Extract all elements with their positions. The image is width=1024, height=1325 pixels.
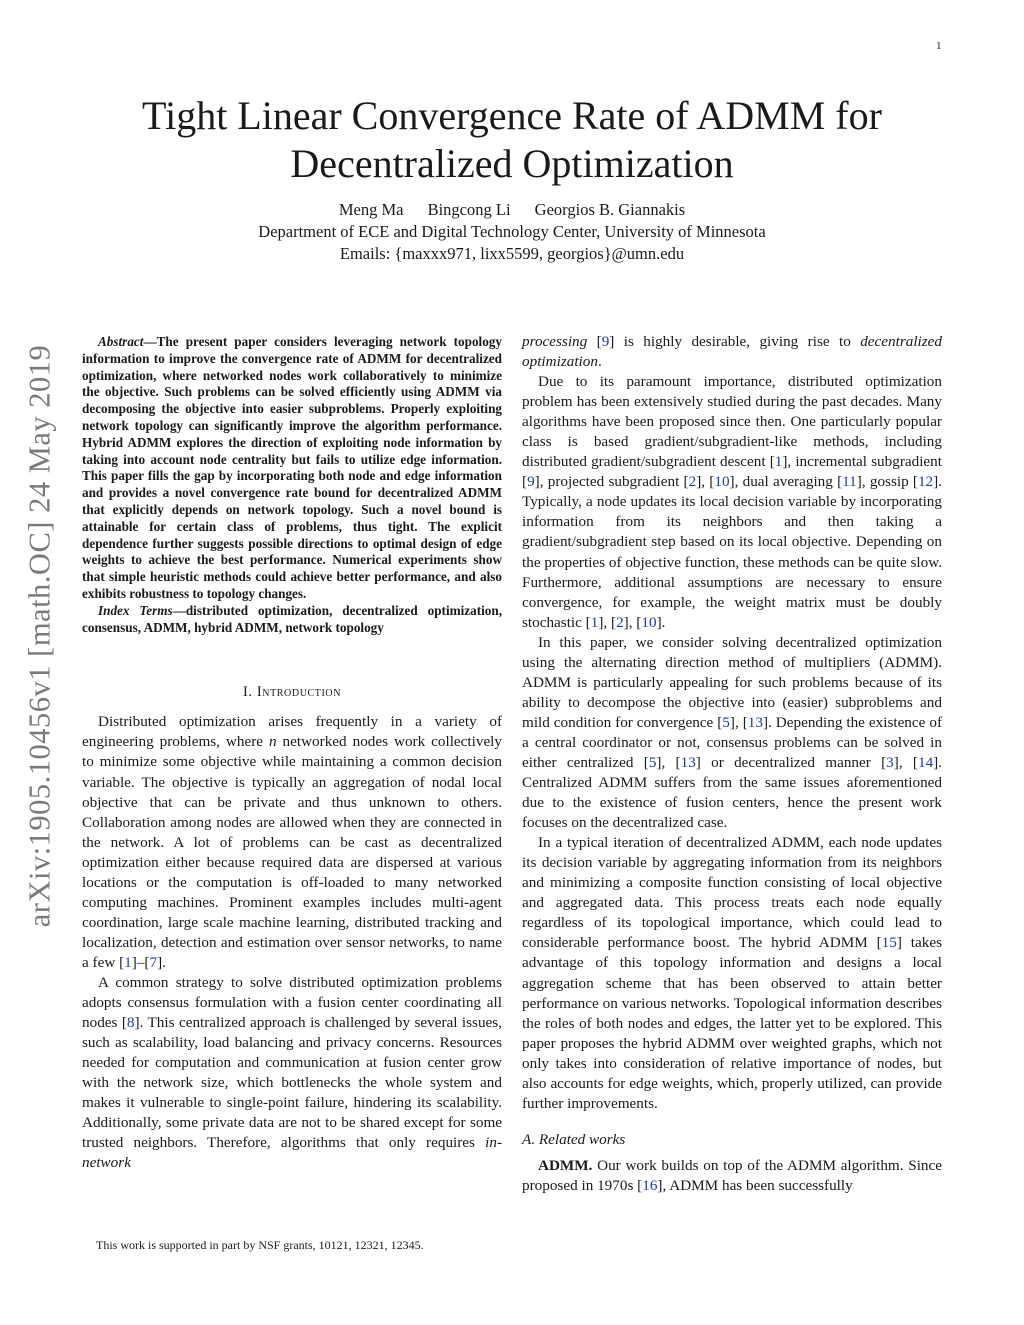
italic-term: in-network (82, 1134, 502, 1172)
text-run: Our work builds on top of the ADMM algorithm. Since proposed in 1970s [ (522, 1156, 942, 1194)
right-column (522, 332, 942, 1196)
italic-term: decentralized optimization (522, 333, 943, 371)
text-run: ]. Typically, a node updates its local decision variable by incorporating information from its neighbors and then taking a gradient/subgradient step based on its local objective. Depending on the properties of objective function, these methods can be quite slow. Furthermore, additional assumptions are necessary to ensure convergence, for example, the weight matrix must be doubly stochastic [ (522, 473, 942, 631)
text-run: In this paper, we consider solving decentralized optimization using the alternating direction method of multipliers (ADMM). ADMM is particularly appealing for such problems because of its ability to decompose the objective into (easier) subproblems and mild condition for convergence [ (522, 633, 942, 731)
text-run: ]. Centralized ADMM suffers from the same issues aforementioned due to the existence of fusion centers, hence the present work focuses on the decentralized case. (522, 753, 943, 832)
index-terms (82, 603, 502, 637)
citation-link[interactable]: 15 (881, 934, 897, 952)
author-names (110, 199, 914, 221)
text-run: ], incremental subgradient [ (522, 453, 942, 491)
footnote: This work is supported in part by NSF grants, 10121, 12321, 12345. (96, 1238, 424, 1252)
text-run: ]. (157, 953, 166, 971)
intro-paragraph-3 (522, 372, 942, 633)
title-line-2: Decentralized Optimization (290, 141, 734, 186)
citation-link[interactable]: 3 (886, 753, 894, 771)
citation-link[interactable]: 8 (126, 1014, 135, 1032)
citation-link[interactable]: 9 (601, 333, 610, 350)
text-run: . (597, 353, 602, 371)
related-works-paragraph (522, 1156, 942, 1196)
intro-paragraph-1 (82, 712, 502, 973)
text-run: ], gossip [ (856, 473, 918, 491)
text-run: ]. (656, 613, 666, 631)
text-run: networked nodes work collectively to minimize some objective while maintaining a common decision variable. The objective is typically an aggregation of nodal local objective that can be private and thus unknown to others. Collaboration among nodes are allowed when they are connected in the network. A lot of problems can be cast as decentralized optimization either because required data are dispersed at various locations or the computation is off-loaded to many networked computing machines. Prominent examples includes multi-agent coordination, large scale machine learning, distributed tracking and localization, detection and estimation over sensor networks, to name a few [ (82, 733, 502, 971)
citation-link[interactable]: 13 (680, 753, 696, 771)
bold-term: ADMM. (538, 1156, 593, 1174)
text-run: Distributed optimization arises frequently in a variety of engineering problems, where (82, 713, 502, 751)
citation-link[interactable]: 1 (124, 953, 132, 971)
abstract-label: Abstract (98, 334, 144, 349)
abstract-text: —The present paper considers leveraging network topology information to improve the convergence rate of ADMM for decentralized optimization, where networked nodes work collaboratively to minimize the objective. Such problems can be solved efficiently using ADMM via decomposing the objective into easier subproblems. Properly exploiting network topology can significantly improve the algorithm performance. Hybrid ADMM explores the direction of exploiting node information by taking into account node centrality but fails to utilize edge information. This paper fills the gap by incorporating both node and edge information and provides a novel convergence rate bound for decentralized ADMM that explicitly depends on network topology. Such a novel bound is attainable for certain class of problems, thus tight. The explicit dependence further suggests possible directions to optimal design of edge weights to achieve the best performance. Numerical experiments show that simple heuristic methods could achieve better performance, and also exhibits robustness to topology changes. (82, 334, 502, 601)
text-run: ]. This centralized approach is challenged by several issues, such as scalability, load balancing and privacy concerns. Resources needed for computation and communication at fusion center grow with the network size, which bottlenecks the whole system and makes it vulnerable to single-point failure, hindering its scalability. Additionally, some private data are not to be shared except for some trusted neighbors. Therefore, algorithms that only requires (82, 1014, 502, 1152)
text-run: ], dual averaging [ (729, 473, 843, 491)
intro-paragraph-5 (522, 833, 942, 1114)
citation-link[interactable]: 7 (149, 953, 158, 971)
left-column (82, 334, 502, 1173)
intro-paragraph-2-continued (522, 332, 942, 372)
citation-link[interactable]: 1 (774, 453, 783, 471)
citation-link[interactable]: 2 (688, 473, 697, 491)
text-run: ] or decentralized manner [ (695, 753, 887, 771)
paper-title (110, 92, 914, 188)
index-terms-label: Index Terms (98, 602, 173, 618)
citation-link[interactable]: 5 (722, 713, 730, 731)
citation-link[interactable]: 14 (917, 753, 934, 771)
text-run: A common strategy to solve distributed optimization problems adopts consensus formulation with a fusion center coordinating all nodes [ (82, 974, 502, 1032)
text-run: ], [ (729, 713, 748, 731)
text-run: ]–[ (131, 953, 150, 971)
citation-link[interactable]: 12 (917, 473, 934, 491)
citation-link[interactable]: 11 (842, 473, 857, 491)
citation-link[interactable]: 2 (616, 613, 624, 631)
page-number: 1 (936, 40, 942, 52)
subsection-heading-related-works: A. Related works (522, 1130, 626, 1148)
citation-link[interactable]: 16 (642, 1176, 658, 1194)
text-run: ], [ (623, 613, 642, 631)
text-run: ], [ (598, 613, 617, 631)
author-name: Meng Ma (338, 200, 404, 219)
text-run: ]. Depending the existence of a central coordinator or not, consensus problems can be solved in either centralized [ (522, 713, 942, 771)
intro-paragraph-2 (82, 973, 502, 1173)
citation-link[interactable]: 9 (527, 473, 535, 491)
author-name: Georgios B. Giannakis (534, 200, 686, 219)
text-run: ], [ (656, 753, 681, 771)
citation-link[interactable]: 5 (648, 753, 657, 771)
text-run: Due to its paramount importance, distributed optimization problem has been extensively studied during the past decades. Many algorithms have been proposed since then. One particularly popular class is based gradient/subgradient-like methods, including distributed gradient/subgradient descent [ (522, 373, 942, 471)
text-run: In a typical iteration of decentralized ADMM, each node updates its decision variable by aggregating information from its neighbors and minimizing a composite function consisting of local objective and aggregated data. This process treats each node equally regardless of its topological importance, which could lead to considerable performance boost. The hybrid ADMM [ (522, 834, 942, 952)
arxiv-stamp: arXiv:1905.10456v1 [math.OC] 24 May 2019 (22, 344, 57, 928)
citation-link[interactable]: 10 (714, 473, 730, 491)
citation-link[interactable]: 1 (590, 613, 599, 631)
author-name: Bingcong Li (427, 200, 511, 219)
citation-link[interactable]: 10 (641, 613, 657, 631)
text-run: ], ADMM has been successfully (657, 1176, 853, 1194)
index-terms-text: —distributed optimization, decentralized optimization, consensus, ADMM, hybrid ADMM, network topology (82, 602, 502, 635)
text-run: [ (587, 333, 602, 350)
author-block (110, 199, 914, 265)
citation-link[interactable]: 13 (747, 713, 763, 731)
intro-paragraph-4 (522, 633, 942, 833)
text-run: ], projected subgradient [ (534, 473, 689, 491)
text-run: ] takes advantage of this topology information and designs a local aggregation scheme that has been observed to attain better performance on various networks. Topological information describes the roles of both nodes and edges, the latter yet to be explored. This paper proposes the hybrid ADMM over weighted graphs, which not only takes into consideration of relative importance of nodes, but also accounts for edge weights, which, properly utilized, can provide further improvements. (522, 934, 942, 1112)
section-heading-introduction: I. Introduction (242, 684, 342, 701)
math-n: n (268, 733, 277, 751)
text-run: ], [ (696, 473, 715, 491)
text-run: ], [ (893, 753, 918, 771)
text-run: ] is highly desirable, giving rise to (609, 333, 861, 350)
emails: Emails: {maxxx971, lixx5599, georgios}@umn.edu (339, 244, 685, 263)
italic-term: processing (522, 333, 588, 350)
abstract (82, 334, 502, 603)
affiliation: Department of ECE and Digital Technology Center, University of Minnesota (258, 222, 766, 241)
title-line-1: Tight Linear Convergence Rate of ADMM for (142, 93, 882, 138)
